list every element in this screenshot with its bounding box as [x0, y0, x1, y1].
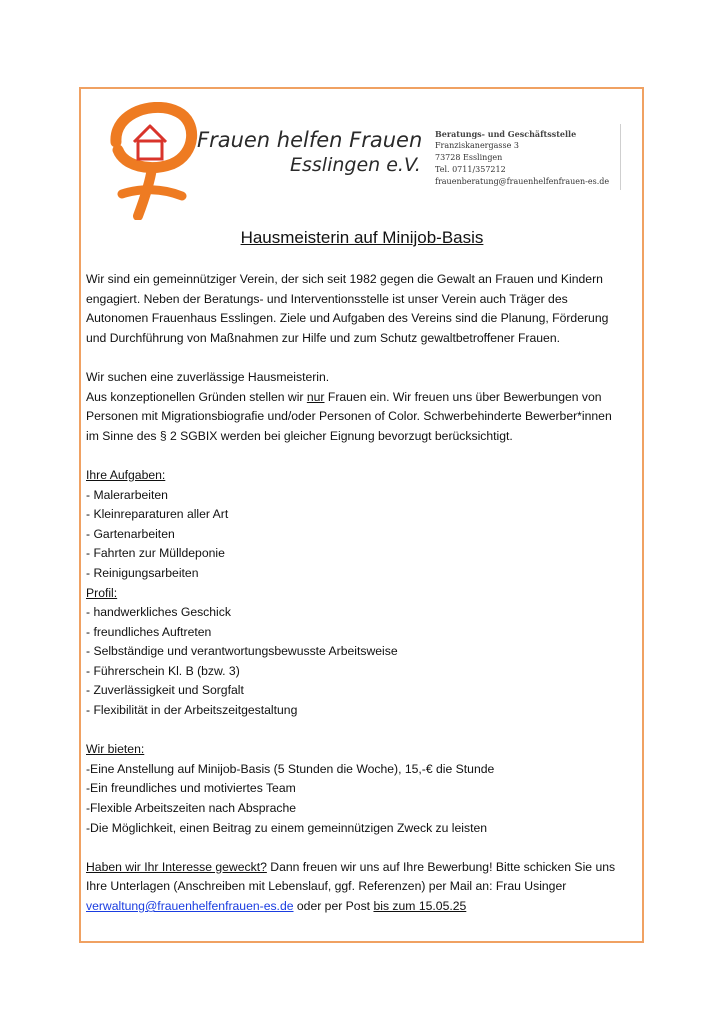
application-email-link[interactable]: verwaltung@frauenhelfenfrauen-es.de — [86, 899, 294, 913]
contact-phone: Tel. 0711/357212 — [435, 165, 506, 174]
organization-logo — [110, 102, 430, 220]
closing-line — [86, 858, 638, 878]
search-line: Personen mit Migrationsbiografie und/oder Personen of Color. Schwerbehinderte Bewerber*innen — [86, 409, 612, 424]
offer-item: -Ein freundliches und motiviertes Team — [86, 781, 296, 796]
search-line-text: Frauen ein. Wir freuen uns über Bewerbungen von — [324, 389, 602, 404]
intro-line: und Durchführung von Maßnahmen zur Hilfe und zum Schutz gewaltbetroffener Frauen. — [86, 330, 560, 345]
closing-line — [86, 897, 638, 917]
search-line — [86, 388, 638, 408]
contact-city: 73728 Esslingen — [435, 153, 503, 162]
contact-divider — [620, 124, 621, 190]
offer-item: -Eine Anstellung auf Minijob-Basis (5 Stunden die Woche), 15,-€ die Stunde — [86, 761, 495, 776]
profile-item: - freundliches Auftreten — [86, 624, 212, 639]
offer-item: -Die Möglichkeit, einen Beitrag zu einem gemeinnützigen Zweck zu leisten — [86, 820, 488, 835]
tasks-heading: Ihre Aufgaben: — [86, 467, 166, 482]
intro-line: Autonomen Frauenhaus Esslingen. Ziele und Aufgaben des Vereins sind die Planung, Förderung — [86, 311, 609, 326]
offer-item: -Flexible Arbeitszeiten nach Absprache — [86, 801, 297, 816]
closing-question: Haben wir Ihr Interesse geweckt? — [86, 859, 267, 874]
profile-item: - Flexibilität in der Arbeitszeitgestaltung — [86, 703, 298, 718]
document-body — [86, 270, 638, 917]
search-line-text: Aus konzeptionellen Gründen stellen wir — [86, 389, 307, 404]
venus-house-logo-icon — [110, 102, 210, 220]
search-line: im Sinne des § 2 SGBIX werden bei gleicher Eignung bevorzugt berücksichtigt. — [86, 428, 513, 443]
profile-item: - Selbständige und verantwortungsbewusste Arbeitsweise — [86, 644, 398, 659]
search-line: Wir suchen eine zuverlässige Hausmeisterin. — [86, 369, 330, 384]
profile-item: - Führerschein Kl. B (bzw. 3) — [86, 663, 240, 678]
closing-text: Dann freuen wir uns auf Ihre Bewerbung! Bitte schicken Sie uns — [266, 859, 616, 874]
task-item: - Gartenarbeiten — [86, 526, 175, 541]
offer-heading: Wir bieten: — [86, 742, 145, 757]
task-item: - Reinigungsarbeiten — [86, 565, 199, 580]
task-item: - Fahrten zur Mülldeponie — [86, 546, 225, 561]
contact-street: Franziskanergasse 3 — [435, 141, 519, 150]
task-item: - Malerarbeiten — [86, 487, 168, 502]
emphasis-only: nur — [306, 389, 325, 404]
logo-text-line1: Frauen helfen Frauen — [197, 128, 423, 152]
task-item: - Kleinreparaturen aller Art — [86, 507, 229, 522]
profile-item: - handwerkliches Geschick — [86, 605, 231, 620]
profile-item: - Zuverlässigkeit und Sorgfalt — [86, 683, 244, 698]
logo-text-line2: Esslingen e.V. — [290, 154, 421, 176]
profile-heading: Profil: — [86, 585, 118, 600]
page-title: Hausmeisterin auf Minijob-Basis — [240, 228, 484, 247]
deadline-text: bis zum 15.05.25 — [373, 899, 467, 913]
intro-line: Wir sind ein gemeinnütziger Verein, der sich seit 1982 gegen die Gewalt an Frauen und Kindern — [86, 272, 603, 286]
closing-line: Ihre Unterlagen (Anschreiben mit Lebenslauf, ggf. Referenzen) per Mail an: Frau Usinger — [86, 879, 567, 894]
closing-text: oder per Post — [293, 899, 374, 913]
contact-email: frauenberatung@frauenhelfenfrauen-es.de — [435, 177, 610, 186]
contact-block — [435, 128, 609, 188]
intro-line: engagiert. Neben der Beratungs- und Interventionsstelle ist unser Verein auch Träger des — [86, 291, 568, 306]
contact-title: Beratungs- und Geschäftsstelle — [435, 129, 577, 139]
